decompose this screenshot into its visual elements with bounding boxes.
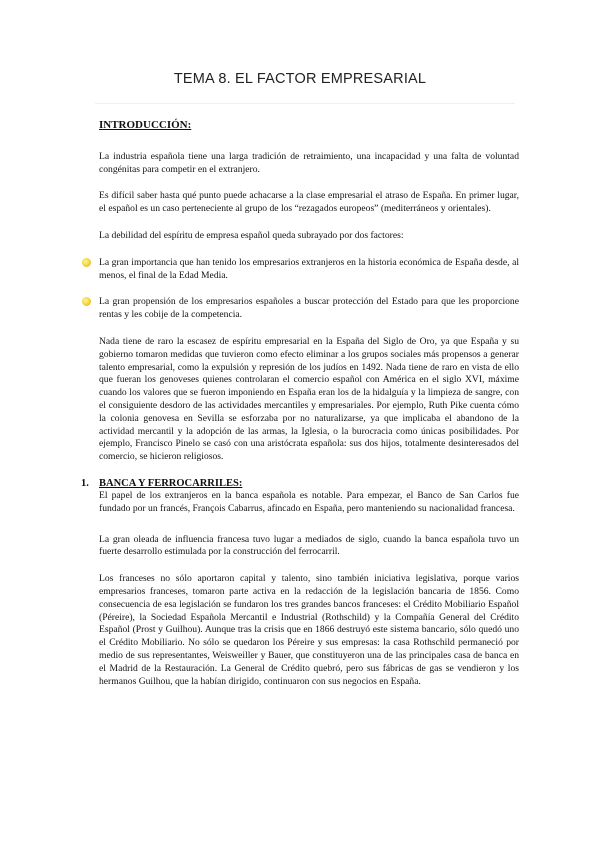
section-1-heading xyxy=(81,477,519,490)
intro-paragraph-3: La debilidad del espíritu de empresa español queda subrayado por dos factores: xyxy=(99,229,404,241)
section-1-paragraph-1: El papel de los extranjeros en la banca española es notable. Para empezar, el Banco de San Carlos fue fundado por un francés, François Cabarrus, afincado en España, pero manteniendo su nacionalidad francesa. xyxy=(99,489,519,514)
bullet-icon xyxy=(82,297,91,306)
bullet-text: La gran importancia que han tenido los empresarios extranjeros en la historia económica de España desde, al menos, el final de la Edad Media. xyxy=(99,256,519,281)
title-divider xyxy=(95,103,515,104)
section-1-paragraph-2: La gran oleada de influencia francesa tuvo lugar a mediados de siglo, cuando la banca española tuvo un fuerte desarrollo estimulada por la construcción del ferrocarril. xyxy=(99,533,519,558)
intro-paragraph-4: Nada tiene de raro la escasez de espíritu empresarial en la España del Siglo de Oro, ya que España y su gobierno tomaron medidas que tuvieron como efecto eliminar a los grupos sociales más propensos a generar talento empresarial, como la expulsión y represión de los judíos en 1492. Nada tiene de raro en vista de ello que fueran los genoveses quienes controlaran el comercio español con América en el siglo XVI, máxime cuando los valores que se fueron imponiendo en España eran los de la hidalguía y la limpieza de sangre, con el consiguiente desdoro de las actividades mercantiles y empresariales. Por ejemplo, Ruth Pike cuenta cómo la colonia genovesa en Sevilla se esforzaba por no naturalizarse, ya que implicaba el abandono de la actividad mercantil y la adopción de las armas, la Iglesia, o la burocracia como únicas posibilidades. Por ejemplo, Francisco Pinelo se casó con una aristócrata española: sus dos hijos, totalmente desinteresados del comercio, se hicieron religiosos. xyxy=(99,335,519,463)
bullet-item-1 xyxy=(99,257,519,283)
bullet-text: La gran propensión de los empresarios españoles a buscar protección del Estado para que les proporcione rentas y les cobije de la competencia. xyxy=(99,296,519,321)
section-1-paragraph-3: Los franceses no sólo aportaron capital y talento, sino también iniciativa legislativa, porque varios empresarios franceses, tomaron parte activa en la redacción de la legislación bancaria de 1856. Como consecuencia de esa legislación se fundaron los tres grandes bancos franceses: el Crédito Mobiliario Español (Péreire), la Sociedad Española Mercantil e Industrial (Rothschild) y la Compañía General del Crédito Español (Prost y Guilhou). Aunque tras la crisis que en 1866 destruyó este sistema bancario, sólo quedó uno el Crédito Mobiliario. No sólo se quedaron los Péreire y sus empresas: la casa Rothschild permaneció por medio de sus representantes, Weisweiller y Bauer, que constituyeron una de las principales casa de banca en el Madrid de la Restauración. La General de Crédito quebró, pero sus fábricas de gas se vendieron y los hermanos Guilhou, que la habían dirigido, continuaron con sus negocios en España. xyxy=(99,573,519,687)
intro-heading: INTRODUCCIÓN: xyxy=(99,119,192,131)
section-1-title: BANCA Y FERROCARRILES: xyxy=(99,477,243,489)
bullet-item-2 xyxy=(99,296,519,322)
intro-paragraph-2: Es difícil saber hasta qué punto puede achacarse a la clase empresarial el atraso de España. En primer lugar, el español es un caso perteneciente al grupo de los “rezagados europeos” (mediterráneos y orientales). xyxy=(99,190,519,215)
section-1-number: 1. xyxy=(81,477,89,489)
document-body xyxy=(81,119,519,688)
intro-paragraph-1: La industria española tiene una larga tradición de retraimiento, una incapacidad y una falta de voluntad congénitas para competir en el extranjero. xyxy=(99,150,519,175)
bullet-icon xyxy=(82,258,91,267)
page-title: TEMA 8. EL FACTOR EMPRESARIAL xyxy=(173,71,427,87)
